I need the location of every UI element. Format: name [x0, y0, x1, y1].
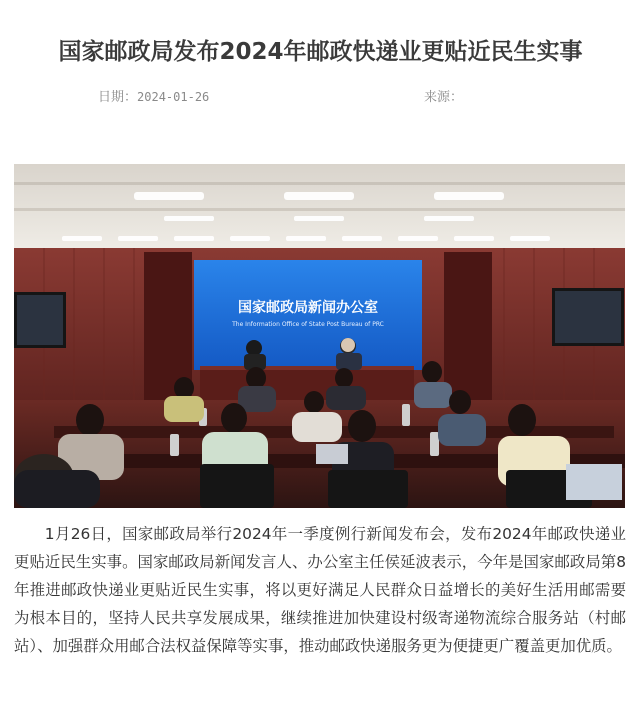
article-title: 国家邮政局发布2024年邮政快递业更贴近民生实事: [58, 39, 583, 66]
source-label: 来源：: [424, 90, 464, 105]
date-label: 日期：: [98, 90, 138, 105]
press-conference-photo: [14, 164, 625, 508]
backdrop-subtitle: The Information Office of State Post Bureau of PRC: [232, 321, 384, 328]
backdrop-title: 国家邮政局新闻办公室: [238, 300, 378, 316]
date-value: 2024-01-26: [137, 90, 210, 104]
article-paragraph: 1月26日，国家邮政局举行2024年一季度例行新闻发布会，发布2024年邮政快递业更贴近民生实事。国家邮政局新闻发言人、办公室主任侯延波表示，今年是国家邮政局第8年推进邮政快递业更贴近民生实事，将以更好满足人民群众日益增长的美好生活用邮需要为根本目的，坚持人民共享发展成果，继续推进加快建设村级寄递物流综合服务站（村邮站）、加强群众用邮合法权益保障等实事，推动邮政快递服务更为便捷更广覆盖更加优质。: [14, 525, 626, 655]
article-source: [424, 86, 463, 105]
article-date: [98, 86, 209, 105]
